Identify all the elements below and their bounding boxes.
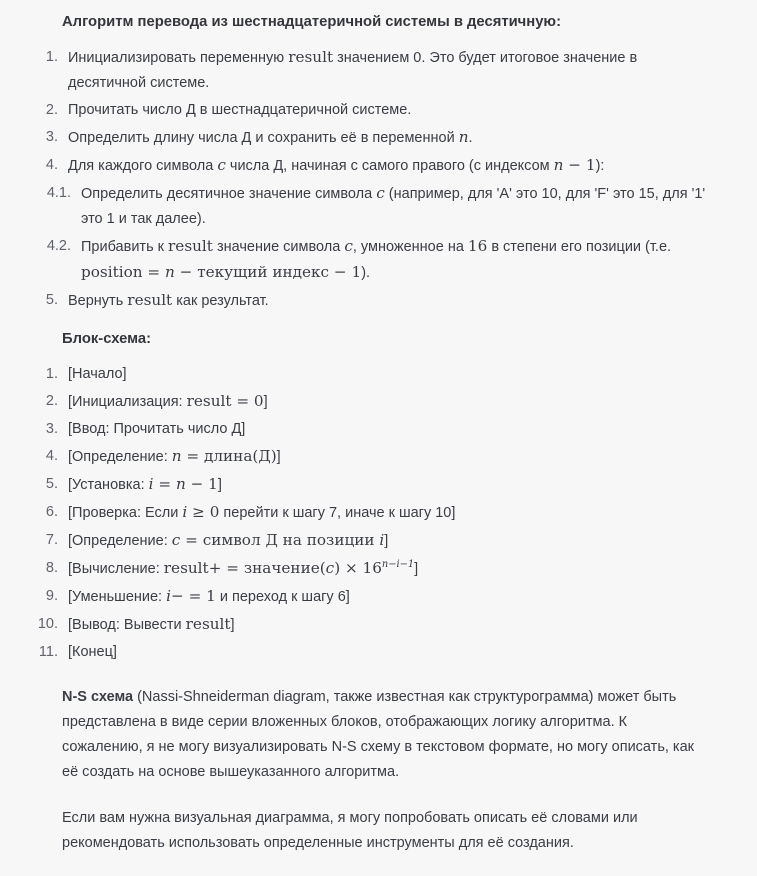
list-item — [30, 125, 707, 151]
list-item-number: 2. — [45, 393, 58, 409]
text-segment: Для каждого символа — [68, 158, 218, 174]
text-segment: ] — [414, 561, 419, 577]
text-segment: Определить длину числа Д и сохранить её в переменной — [68, 130, 459, 146]
list-item-number: 7. — [45, 532, 58, 548]
list-item — [30, 500, 707, 526]
text-segment: числа Д, начиная с самого правого (с индексом — [225, 158, 554, 174]
list-item-text — [68, 362, 707, 387]
algorithm-list — [30, 45, 707, 314]
list-item-text — [68, 556, 707, 582]
list-item — [30, 181, 707, 232]
math-segment: c — [171, 531, 181, 549]
ns-diagram-paragraph — [62, 685, 707, 785]
text-segment: ] — [230, 617, 235, 633]
math-segment: n — [175, 475, 186, 493]
list-item-text — [68, 612, 707, 638]
list-item-text — [81, 181, 707, 232]
text-segment: ] — [276, 449, 281, 465]
math-segment: result — [127, 291, 173, 309]
text-segment: Прибавить к — [81, 239, 169, 255]
math-segment: i — [166, 587, 171, 605]
math-segment: 16 — [467, 237, 488, 255]
math-segment: n — [458, 128, 469, 146]
algorithm-section-title: Алгоритм перевода из шестнадцатеричной системы в десятичную: — [62, 14, 561, 30]
list-item-text — [68, 389, 707, 415]
text-segment: [Уменьшение: — [68, 589, 167, 605]
text-segment: значением 0. Это будет итоговое значение в десятичной системе. — [68, 50, 638, 91]
text-segment: [Начало] — [68, 366, 127, 382]
list-item-text — [68, 500, 707, 526]
bold-text-segment: N-S схема — [62, 689, 134, 705]
list-item-number: 3. — [45, 129, 58, 145]
math-segment: result — [288, 48, 334, 66]
list-item-text — [68, 288, 707, 314]
list-item-number: 4. — [45, 448, 58, 464]
math-segment: c — [217, 156, 226, 174]
math-segment: = символ Д на позиции — [180, 531, 380, 549]
list-item-number: 5. — [45, 292, 58, 308]
math-segment: n — [164, 263, 175, 281]
list-item-text — [68, 45, 707, 96]
text-segment: Определить десятичное значение символа — [81, 186, 377, 202]
list-item-text — [68, 528, 707, 554]
text-segment: как результат. — [172, 293, 269, 309]
list-item-text — [81, 234, 707, 286]
text-segment: ] — [263, 394, 268, 410]
text-segment: значение символа — [212, 239, 345, 255]
math-segment: result — [168, 237, 213, 255]
text-segment: (например, для 'A' это 10, для 'F' это 15, для '1' это 1 и так далее). — [81, 186, 706, 227]
list-item — [30, 234, 707, 286]
list-item-number: 8. — [45, 560, 58, 576]
list-item-text — [68, 640, 707, 665]
text-segment: Прочитать число Д в шестнадцатеричной системе. — [68, 102, 412, 118]
list-item — [30, 389, 707, 415]
list-item — [30, 288, 707, 314]
math-segment: n — [171, 447, 182, 465]
list-item-number: 4.2. — [46, 238, 71, 254]
list-item-number: 11. — [38, 644, 58, 660]
math-segment: result+ = значение( — [163, 559, 326, 577]
text-segment: [Конец] — [68, 644, 117, 660]
list-item-number: 3. — [45, 421, 58, 437]
flowchart-list — [30, 362, 707, 665]
list-item — [30, 612, 707, 638]
list-item — [30, 153, 707, 179]
list-item-number: 4.1. — [46, 185, 71, 201]
math-segment: position = — [81, 263, 165, 281]
math-segment: i — [379, 531, 385, 549]
list-item-number: 4. — [45, 157, 58, 173]
math-segment: ≥ 0 — [187, 503, 220, 521]
list-item-number: 6. — [45, 504, 58, 520]
list-item — [30, 417, 707, 442]
math-segment: c — [376, 184, 385, 202]
text-segment: [Определение: — [68, 533, 172, 549]
list-item-number: 2. — [45, 102, 58, 118]
list-item-number: 1. — [45, 49, 58, 65]
list-item-number: 10. — [37, 616, 58, 632]
text-segment: [Установка: — [68, 477, 149, 493]
math-segment: i — [148, 475, 154, 493]
list-item-text — [68, 472, 707, 498]
text-segment: [Ввод: Прочитать число Д] — [68, 421, 246, 437]
math-segment: − 1 — [185, 475, 218, 493]
list-item-text — [68, 417, 707, 442]
text-segment: . — [468, 130, 473, 146]
math-segment: − 1 — [563, 156, 596, 174]
list-item-text — [68, 125, 707, 151]
math-segment: n — [553, 156, 564, 174]
math-segment: = — [153, 475, 176, 493]
text-segment: [Инициализация: — [68, 394, 187, 410]
closing-paragraph: Если вам нужна визуальная диаграмма, я могу попробовать описать её словами или рекомендовать использовать определенные инструменты для её создания. — [62, 810, 638, 851]
list-item-number: 5. — [45, 476, 58, 492]
text-segment: Инициализировать переменную — [68, 50, 289, 66]
math-segment: i — [182, 503, 188, 521]
list-item-text — [68, 98, 707, 123]
list-item — [30, 556, 707, 582]
list-item-text — [68, 153, 707, 179]
math-segment: ) × 16 — [334, 559, 382, 577]
math-segment: n−i−1 — [381, 559, 415, 571]
text-segment: ] — [217, 477, 222, 493]
list-item — [30, 584, 707, 610]
list-item — [30, 45, 707, 96]
list-item-number: 9. — [45, 588, 58, 604]
list-item — [30, 640, 707, 665]
text-segment: ): — [595, 158, 605, 174]
text-segment: [Вычисление: — [68, 561, 164, 577]
list-item — [30, 98, 707, 123]
math-segment: c — [344, 237, 353, 255]
list-item-number: 1. — [45, 366, 58, 382]
text-segment: , умноженное на — [352, 239, 468, 255]
text-segment: в степени его позиции (т.е. — [487, 239, 672, 255]
text-segment: [Проверка: Если — [68, 505, 183, 521]
list-item-text — [68, 444, 707, 470]
math-segment: result = 0 — [186, 392, 264, 410]
text-segment: (Nassi-Shneiderman diagram, также известная как структурограмма) может быть представлена в виде серии вложенных блоков, отображающих логику алгоритма. К сожалению, я не могу визуализировать N-S схему в текстовом формате, но могу описать, как её создать на основе вышеуказанного алгоритма. — [62, 689, 695, 780]
list-item — [30, 472, 707, 498]
text-segment: [Определение: — [68, 449, 172, 465]
list-item — [30, 528, 707, 554]
text-segment: перейти к шагу 7, иначе к шагу 10] — [219, 505, 456, 521]
math-segment: result — [185, 615, 231, 633]
list-item — [30, 362, 707, 387]
math-segment: − = 1 — [170, 587, 216, 605]
flowchart-section-title: Блок-схема: — [62, 331, 152, 347]
text-segment: и переход к шагу 6] — [215, 589, 350, 605]
math-segment: − текущий индекс − 1 — [174, 263, 362, 281]
text-segment: Вернуть — [68, 293, 128, 309]
text-segment: ] — [384, 533, 389, 549]
math-segment: c — [325, 559, 335, 577]
text-segment: ). — [361, 265, 371, 281]
list-item — [30, 444, 707, 470]
math-segment: = длина(Д) — [181, 447, 277, 465]
text-segment: [Вывод: Вывести — [68, 617, 186, 633]
list-item-text — [68, 584, 707, 610]
